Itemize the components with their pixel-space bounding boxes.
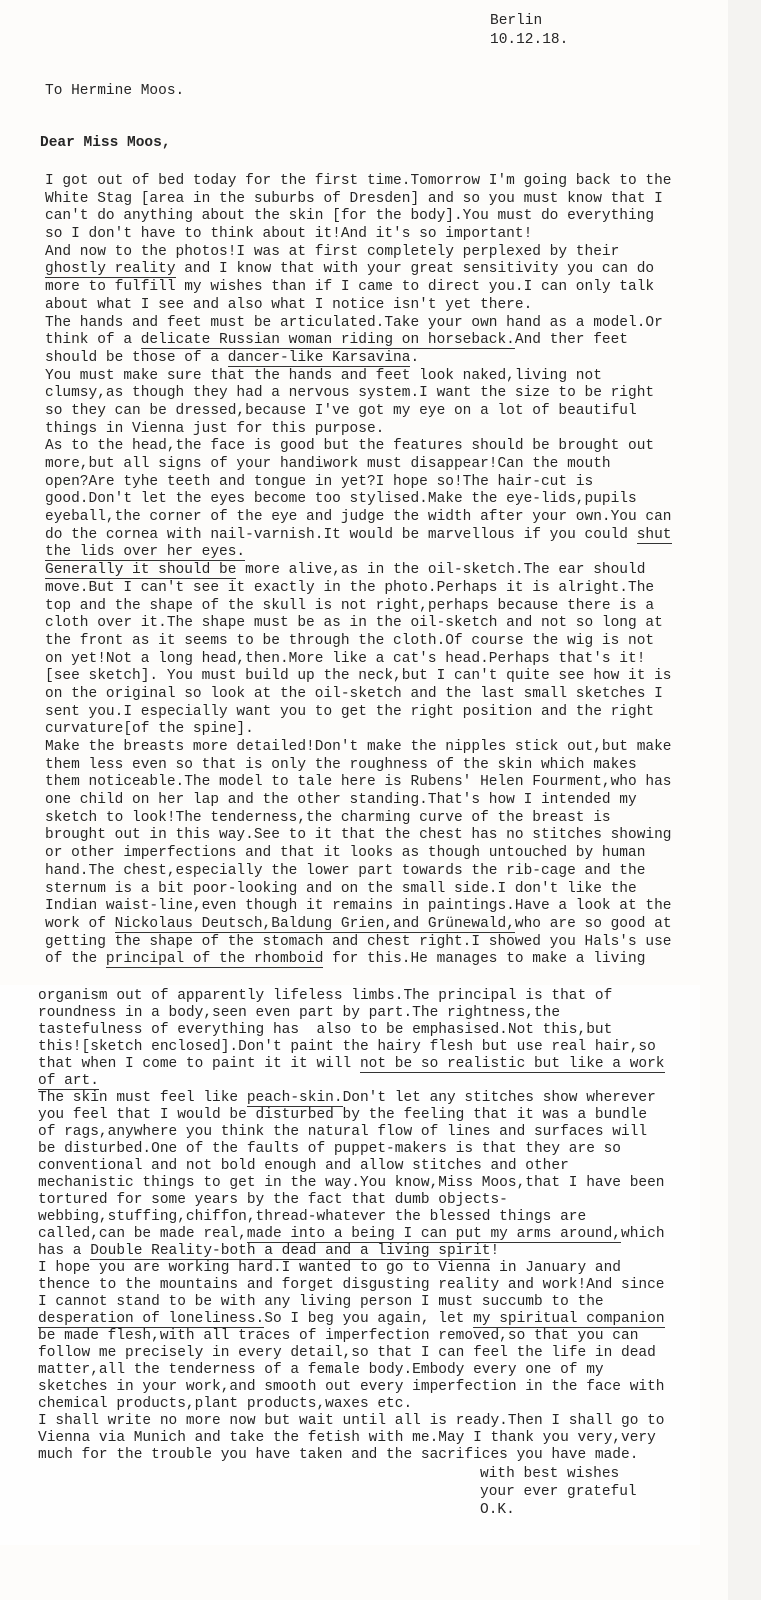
text-line <box>45 173 672 191</box>
text-segment: conventional and not bold enough and allow stitches and other <box>38 1158 569 1174</box>
text-line <box>38 1328 665 1345</box>
signature-initials: O.K. <box>480 1502 515 1518</box>
recipient-line: To Hermine Moos. <box>45 83 185 99</box>
underlined-text: my spiritual companion <box>473 1311 665 1327</box>
text-line <box>45 774 672 792</box>
text-line <box>38 1413 665 1430</box>
text-segment: which <box>621 1226 665 1242</box>
text-segment: organism out of apparently lifeless limbs.The principal is that of <box>38 988 613 1004</box>
text-line <box>45 598 672 616</box>
underlined-text: the lids over her eyes. <box>45 544 246 561</box>
text-segment: on the original so look at the oil-sketch and the last small sketches I <box>45 685 663 702</box>
underlined-text: ghostly reality <box>45 261 176 278</box>
text-line <box>38 1124 665 1141</box>
text-segment: the front as it seems to be through the cloth.Of course the wig is not <box>45 632 655 649</box>
text-segment: curvature[of the spine]. <box>45 721 254 738</box>
text-line <box>38 1294 665 1311</box>
text-line <box>45 580 672 598</box>
text-segment: mechanistic things to get in the way.You know,Miss Moos,that I have been <box>38 1175 665 1191</box>
closing-line: your ever grateful <box>480 1484 637 1500</box>
text-line <box>45 261 672 279</box>
text-segment: this![sketch enclosed].Don't paint the hairy flesh but use real hair,so <box>38 1039 656 1055</box>
text-segment: [see sketch]. You must build up the neck,but I can't quite see how it is <box>45 668 672 685</box>
text-segment: move.But I can't see it exactly in the photo.Perhaps it is alright.The <box>45 579 655 596</box>
text-segment: or other imperfections and that it looks as though untouched by human <box>45 845 646 862</box>
text-line <box>45 810 672 828</box>
text-segment: who are so good at <box>514 915 672 932</box>
text-segment: And ther feet <box>514 332 629 349</box>
text-line <box>45 686 672 704</box>
text-line <box>45 562 672 580</box>
text-segment: tortured for some years by the fact that dumb objects- <box>38 1192 508 1208</box>
underlined-text: dancer-like Karsavina <box>227 349 411 366</box>
text-line <box>38 1056 665 1073</box>
text-segment: I cannot stand to be with any living person I must succumb to the <box>38 1294 604 1310</box>
text-line <box>38 1396 665 1413</box>
text-segment: thence to the mountains and forget disgusting reality and work!And since <box>38 1277 665 1293</box>
text-segment: so they can be dressed,because I've got my eye on a lot of beautiful <box>45 402 637 419</box>
text-line <box>45 474 672 492</box>
text-line <box>45 544 672 562</box>
text-line <box>45 757 672 775</box>
underlined-text: not be so realistic but like a work <box>359 1056 665 1072</box>
text-segment: And now to the photos!I was at first completely perplexed by their <box>45 243 620 260</box>
text-segment: matter,all the tenderness of a female body.Embody every one of my <box>38 1362 604 1378</box>
underlined-text: of art. <box>38 1073 99 1089</box>
text-line <box>38 1141 665 1158</box>
text-segment: webbing,stuffing,chiffon,thread-whatever the blessed things are <box>38 1209 587 1225</box>
text-line <box>38 1090 665 1107</box>
text-segment: Indian waist-line,even though it remains in paintings.Have a look at the <box>45 898 672 915</box>
text-line <box>45 208 672 226</box>
text-segment: so I don't have to think about it!And it's so important! <box>45 226 533 243</box>
text-segment: be made flesh,with all traces of imperfection removed,so that you can <box>38 1328 639 1344</box>
text-segment: I hope you are working hard.I wanted to go to Vienna in January and <box>38 1260 621 1276</box>
text-segment: I shall write no more now but wait until all is ready.Then I shall go to <box>38 1413 665 1429</box>
text-line <box>38 1311 665 1328</box>
text-segment: cloth over it.The shape must be as in the oil-sketch and not so long at <box>45 615 663 632</box>
text-segment: You must make sure that the hands and feet look naked,living not <box>45 367 602 384</box>
text-line <box>45 385 672 403</box>
text-segment: The hands and feet must be articulated.Take your own hand as a model.Or <box>45 314 663 331</box>
text-line <box>38 1022 665 1039</box>
text-segment: ! <box>490 1243 500 1259</box>
text-segment: follow me precisely in every detail,so that I can feel the life in dead <box>38 1345 656 1361</box>
letter-body-part-1 <box>45 173 672 969</box>
text-segment: of the <box>45 951 106 968</box>
text-line <box>45 668 672 686</box>
text-segment: more alive,as in the oil-sketch.The ear should <box>236 562 646 579</box>
text-line <box>38 1209 665 1226</box>
text-segment: chemical products,plant products,waxes etc. <box>38 1396 413 1412</box>
text-line <box>45 792 672 810</box>
text-segment: hand.The chest,especially the lower part towards the rib-cage and the <box>45 862 646 879</box>
underlined-text: peach-skin. <box>246 1090 343 1106</box>
text-line <box>38 1158 665 1175</box>
text-segment: roundness in a body,seen even part by part.The rightness,the <box>38 1005 561 1021</box>
text-line <box>38 1243 665 1260</box>
salutation: Dear Miss Moos, <box>40 135 171 151</box>
text-line <box>45 845 672 863</box>
text-segment: I got out of bed today for the first time.Tomorrow I'm going back to the <box>45 173 672 189</box>
underlined-text: desperation of loneliness. <box>38 1311 265 1327</box>
text-segment: and I know that with your great sensitivity you can do <box>175 261 655 278</box>
text-line <box>45 456 672 474</box>
text-line <box>38 1260 665 1277</box>
text-segment: As to the head,the face is good but the features should be brought out <box>45 438 655 455</box>
text-line <box>45 315 672 333</box>
text-line <box>38 1277 665 1294</box>
text-line <box>45 739 672 757</box>
underlined-text: made into a being I can put my arms around, <box>246 1226 622 1242</box>
text-line <box>45 527 672 545</box>
text-line <box>38 1430 665 1447</box>
underlined-text: Generally it should be <box>45 562 237 579</box>
text-line <box>45 279 672 297</box>
text-segment: The skin must feel like <box>38 1090 247 1106</box>
text-segment: White Stag [area in the suburbs of Dresden] and so you must know that I <box>45 190 663 207</box>
text-line <box>45 368 672 386</box>
text-line <box>45 350 672 368</box>
text-line <box>45 226 672 244</box>
text-line <box>38 988 665 1005</box>
letter-body-part-2 <box>38 988 665 1464</box>
text-line <box>45 881 672 899</box>
text-segment: more,but all signs of your handiwork must disappear!Can the mouth <box>45 456 611 472</box>
underlined-text: principal of the rhomboid <box>105 951 324 968</box>
text-segment: has a <box>38 1243 91 1259</box>
text-segment: can't do anything about the skin [for the body].You must do everything <box>45 208 655 225</box>
underlined-text: Double Reality-both a dead and a living spirit <box>90 1243 491 1259</box>
letter-date: 10.12.18. <box>490 32 569 48</box>
text-line <box>45 191 672 209</box>
text-line <box>38 1039 665 1056</box>
text-line <box>45 403 672 421</box>
letter-place: Berlin <box>490 13 543 29</box>
text-segment: called,can be made real, <box>38 1226 247 1242</box>
text-line <box>38 1226 665 1243</box>
text-segment: on yet!Not a long head,then.More like a cat's head.Perhaps that's it! <box>45 650 646 667</box>
text-line <box>45 633 672 651</box>
text-segment: brought out in this way.See to it that the chest has no stitches showing <box>45 827 672 844</box>
text-segment: tastefulness of everything has also to be emphasised.Not this,but <box>38 1022 613 1038</box>
text-segment: that when I come to paint it it will <box>38 1056 360 1072</box>
underlined-text: shut <box>636 526 672 543</box>
text-segment: Make the breasts more detailed!Don't make the nipples stick out,but make <box>45 739 672 755</box>
underlined-text: Nickolaus Deutsch,Baldung Grien,and Grünewald, <box>114 915 515 932</box>
text-line <box>45 704 672 722</box>
text-line <box>45 951 672 969</box>
text-line <box>45 297 672 315</box>
text-segment: sketches in your work,and smooth out every imperfection in the face with <box>38 1379 665 1395</box>
text-segment: should be those of a <box>45 349 228 366</box>
text-line <box>38 1005 665 1022</box>
underlined-text: delicate Russian woman riding on horseback. <box>140 332 515 349</box>
text-segment: more to fulfill my wishes than if I came to direct you.I can only talk <box>45 279 655 296</box>
text-segment: sketch to look!The tenderness,the charming curve of the breast is <box>45 809 611 826</box>
text-segment: open?Are tyhe teeth and tongue in yet?I hope so!The hair-cut is <box>45 473 594 490</box>
text-segment: clumsy,as though they had a nervous system.I want the size to be right <box>45 385 655 402</box>
text-segment: Don't let any stitches show wherever <box>342 1090 656 1106</box>
text-segment: eyeball,the corner of the eye and judge the width after your own.You can <box>45 509 672 526</box>
closing-line: with best wishes <box>480 1466 620 1482</box>
text-segment: them noticeable.The model to tale here is Rubens' Helen Fourment,who has <box>45 774 672 791</box>
text-segment: do the cornea with nail-varnish.It would be marvellous if you could <box>45 526 637 543</box>
text-line <box>45 651 672 669</box>
text-segment: work of <box>45 915 115 932</box>
text-line <box>45 916 672 934</box>
text-line <box>38 1379 665 1396</box>
text-line <box>38 1447 665 1464</box>
text-line <box>45 898 672 916</box>
text-segment: much for the trouble you have taken and the sacrifices you have made. <box>38 1447 639 1463</box>
text-line <box>38 1073 665 1090</box>
text-segment: top and the shape of the skull is not right,perhaps because there is a <box>45 597 655 614</box>
text-segment: So I beg you again, let <box>264 1311 474 1327</box>
text-segment: getting the shape of the stomach and chest right.I showed you Hals's use <box>45 933 672 950</box>
text-line <box>45 332 672 350</box>
text-line <box>45 244 672 262</box>
text-line <box>45 721 672 739</box>
text-segment: good.Don't let the eyes become too stylised.Make the eye-lids,pupils <box>45 491 637 508</box>
text-segment: one child on her lap and the other standing.That's how I intended my <box>45 792 637 809</box>
text-segment: think of a <box>45 332 141 349</box>
text-segment: things in Vienna just for this purpose. <box>45 420 385 437</box>
text-segment: you feel that I would be disturbed by the feeling that it was a bundle <box>38 1107 648 1123</box>
text-segment: sternum is a bit poor-looking and on the small side.I don't like the <box>45 880 637 897</box>
text-segment: Vienna via Munich and take the fetish with me.May I thank you very,very <box>38 1430 656 1446</box>
text-line <box>38 1192 665 1209</box>
text-line <box>45 421 672 439</box>
text-line <box>38 1175 665 1192</box>
text-segment: of rags,anywhere you think the natural flow of lines and surfaces will <box>38 1124 648 1140</box>
text-line <box>38 1362 665 1379</box>
text-segment: be disturbed.One of the faults of puppet-makers is that they are so <box>38 1141 621 1157</box>
text-line <box>45 615 672 633</box>
text-segment: sent you.I especially want you to get the right position and the right <box>45 703 655 720</box>
text-segment: . <box>410 349 420 366</box>
text-segment: them less even so that is only the roughness of the skin which makes <box>45 756 637 773</box>
text-line <box>45 491 672 509</box>
text-line <box>45 438 672 456</box>
text-line <box>45 509 672 527</box>
text-line <box>38 1345 665 1362</box>
text-line <box>45 934 672 952</box>
text-line <box>45 827 672 845</box>
text-segment: about what I see and also what I notice isn't yet there. <box>45 296 533 313</box>
text-line <box>38 1107 665 1124</box>
text-line <box>45 863 672 881</box>
text-segment: for this.He manages to make a living <box>323 951 646 968</box>
